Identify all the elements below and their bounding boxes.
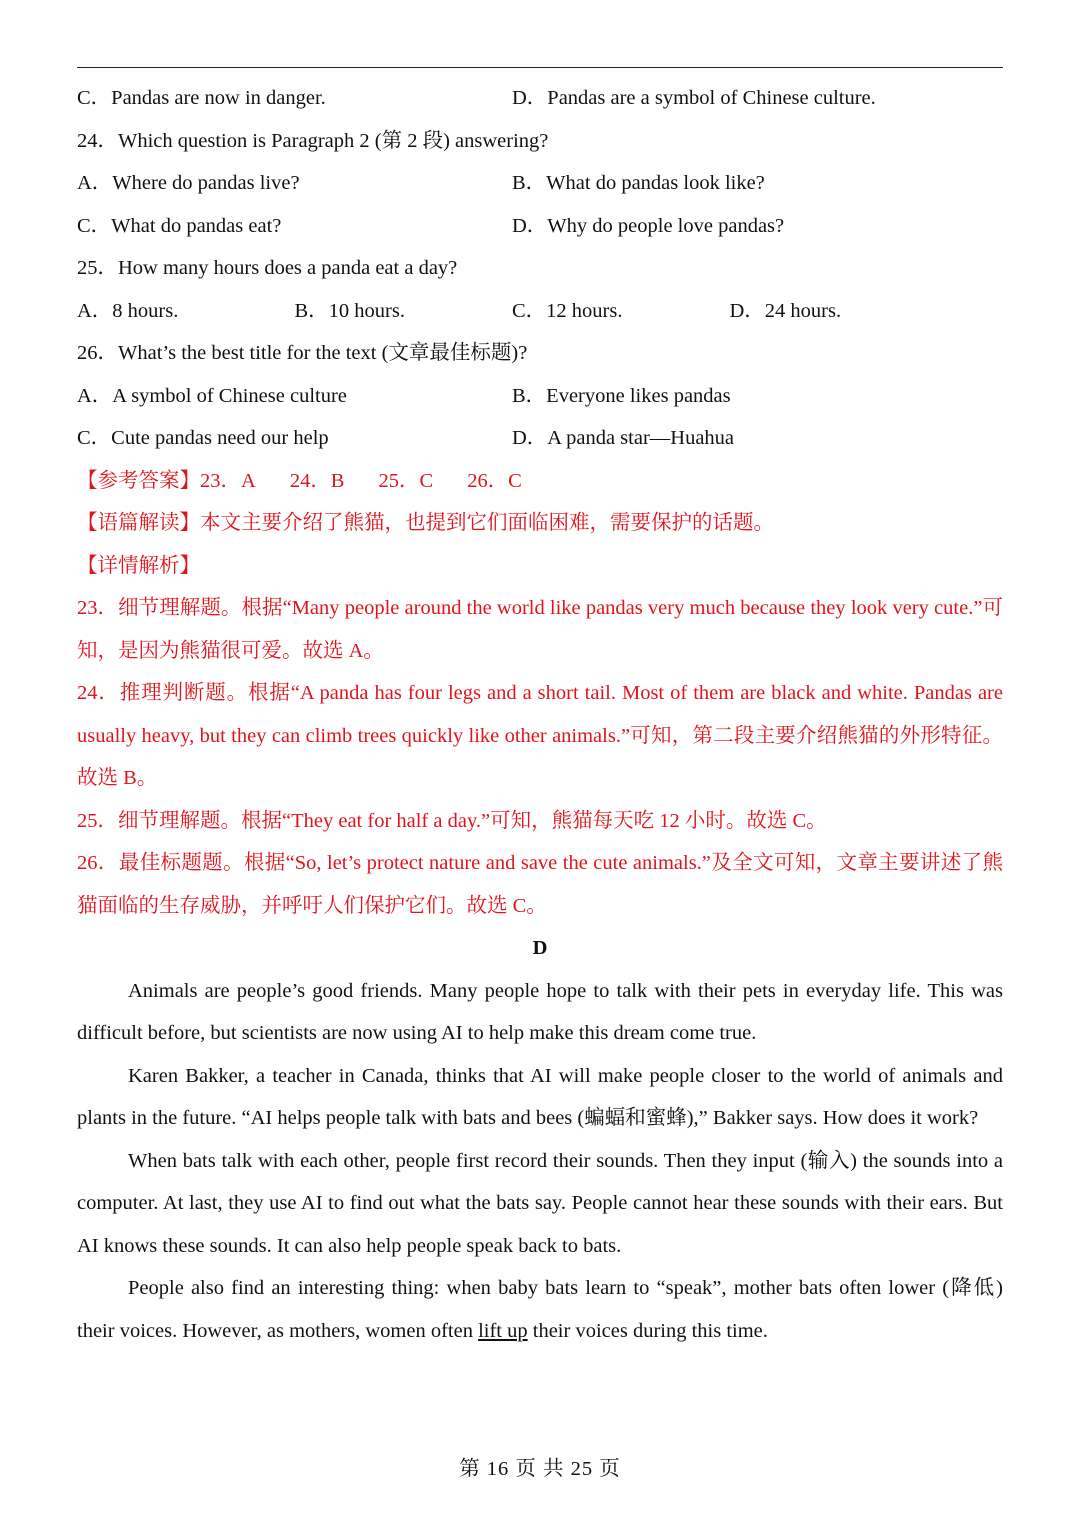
explanation-23: 23．细节理解题。根据“Many people around the world like pandas very much because they look very cute.”可知，是因为熊猫很可爱。故选 A。 (77, 597, 1003, 662)
answer-key-label: 【参考答案】 (77, 469, 200, 492)
answer-key (77, 460, 1003, 503)
q24-option-d: D．Why do people love pandas? (512, 214, 785, 237)
q24-options-row-2 (77, 205, 1003, 248)
q26-options-row-1 (77, 375, 1003, 418)
summary-text: 本文主要介绍了熊猫，也提到它们面临困难，需要保护的话题。 (200, 512, 774, 534)
passage-paragraph-1: Animals are people’s good friends. Many people hope to talk with their pets in everyday life. This was difficult before, but scientists are now using AI to help make this dream come true. (77, 979, 1003, 1044)
answer-26: 26．C (467, 469, 522, 492)
paragraph-4-text-before: People also find an interesting thing: when baby bats learn to “speak”, mother bats often lower (降低) their voices. However, as mothers, women often (77, 1277, 1003, 1342)
q24-option-c: C．What do pandas eat? (77, 214, 282, 237)
explanation-26: 26．最佳标题题。根据“So, let’s protect nature and save the cute animals.”及全文可知，文章主要讲述了熊猫面临的生存威胁，并呼吁人们保护它们。故选 C。 (77, 852, 1003, 917)
details-label: 【详情解析】 (77, 554, 200, 577)
q25-options-row (77, 290, 1003, 333)
q24-options-row-1 (77, 162, 1003, 205)
answer-23: 23．A (200, 469, 256, 492)
page-number-footer: 第 16 页 共 25 页 (459, 1458, 621, 1480)
passage-paragraph-3: When bats talk with each other, people first record their sounds. Then they input (输入) the sounds into a computer. At last, they use AI to find out what the bats say. People cannot hear these sounds with their ears. But AI knows these sounds. It can also help people speak back to bats. (77, 1149, 1003, 1257)
q26-option-c: C．Cute pandas need our help (77, 427, 329, 449)
q26-options-row-2 (77, 417, 1003, 460)
q24-option-a: A．Where do pandas live? (77, 172, 300, 194)
q23-option-d: D．Pandas are a symbol of Chinese culture. (512, 87, 876, 109)
q25-stem: 25．How many hours does a panda eat a day? (77, 257, 458, 279)
q25-option-d: D．24 hours. (729, 299, 842, 322)
q26-option-b: B．Everyone likes pandas (512, 384, 731, 407)
q23-options-row (77, 77, 1003, 120)
summary-label: 【语篇解读】 (77, 512, 200, 534)
passage-paragraph-4 (77, 1267, 1003, 1352)
passage-title: D (532, 937, 548, 959)
summary (77, 502, 1003, 545)
q26-option-a: A．A symbol of Chinese culture (77, 384, 347, 407)
q24-option-b: B．What do pandas look like? (512, 172, 765, 194)
q25-option-b: B．10 hours. (294, 299, 405, 322)
answer-24: 24．B (289, 469, 345, 492)
q25-option-a: A．8 hours. (77, 299, 179, 322)
q23-option-c: C．Pandas are now in danger. (77, 87, 326, 109)
answer-25: 25．C (378, 469, 434, 492)
explanation-25: 25．细节理解题。根据“They eat for half a day.”可知，熊猫每天吃 12 小时。故选 C。 (77, 809, 827, 832)
q26-stem: 26．What’s the best title for the text (文章最佳标题)? (77, 342, 528, 364)
header-rule (77, 67, 1003, 68)
q26-option-d: D．A panda star—Huahua (512, 427, 735, 449)
passage-paragraph-2: Karen Bakker, a teacher in Canada, thinks that AI will make people closer to the world of animals and plants in the future. “AI helps people talk with bats and bees (蝙蝠和蜜蜂),” Bakker says. How does it work? (77, 1064, 1003, 1129)
document-page (77, 77, 1003, 1352)
paragraph-4-text-after: their voices during this time. (527, 1319, 768, 1342)
explanation-24: 24．推理判断题。根据“A panda has four legs and a short tail. Most of them are black and white. Pandas are usually heavy, but they can climb trees quickly like other animals.”可知，第二段主要介绍熊猫的外形特征。故选 B。 (77, 682, 1003, 789)
q25-option-c: C．12 hours. (512, 299, 623, 322)
q24-stem: 24．Which question is Paragraph 2 (第 2 段) answering? (77, 129, 549, 152)
underlined-phrase: lift up (478, 1319, 528, 1342)
